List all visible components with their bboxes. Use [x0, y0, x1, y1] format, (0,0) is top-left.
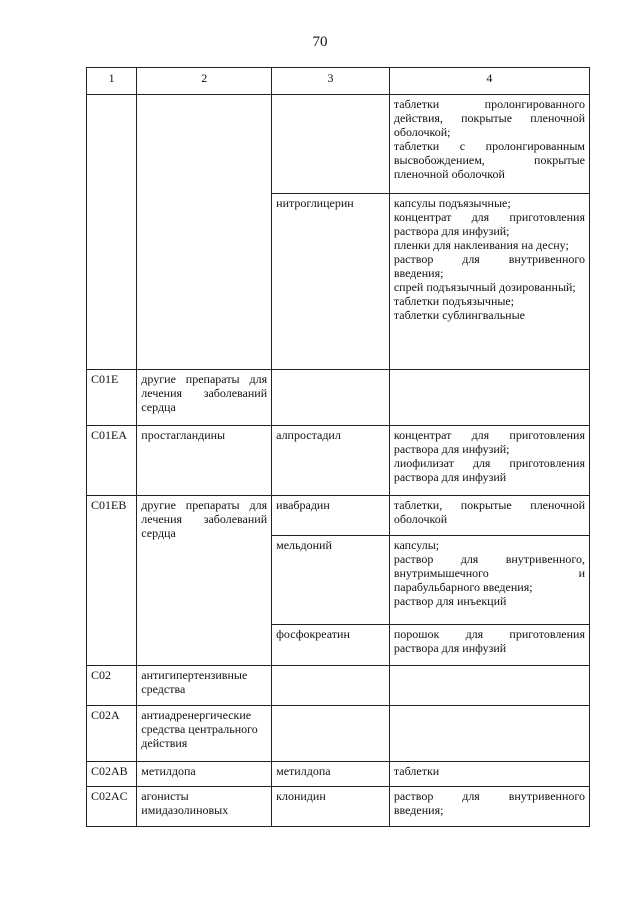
drug-table: [86, 67, 590, 827]
table-row: [87, 95, 590, 194]
code-cell: C01EA: [87, 426, 137, 496]
dosage-form: раствор для внутривенного, внутримышечного и парабульбарного введения;: [393, 552, 585, 594]
dosage-form-cell: [389, 370, 589, 426]
name-cell: метилдопа: [272, 762, 390, 787]
dosage-form-cell: [389, 666, 589, 706]
group-text: другие препараты для лечения заболеваний сердца: [141, 372, 268, 414]
name-cell: [272, 666, 390, 706]
dosage-form: концентрат для приготовления раствора для инфузий;: [393, 428, 585, 456]
name-cell: клонидин: [272, 787, 390, 827]
name-cell: ивабрадин: [272, 496, 390, 536]
group-cell: агонисты имидазолиновых: [137, 787, 272, 827]
dosage-form: раствор для инъекций: [393, 594, 507, 608]
dosage-form: таблетки с пролонгированным высвобождением, покрытые пленочной оболочкой: [393, 139, 585, 181]
dosage-form: спрей подъязычный дозированный;: [393, 280, 576, 294]
dosage-form: капсулы подъязычные;: [393, 196, 511, 210]
dosage-form: лиофилизат для приготовления раствора для инфузий: [393, 456, 585, 484]
header-row: [87, 68, 590, 95]
group-cell: [137, 496, 272, 666]
code-cell: C02AB: [87, 762, 137, 787]
dosage-form: раствор для внутривенного введения;: [393, 789, 585, 817]
header-cell-2: 2: [137, 68, 272, 95]
group-cell: антигипертензивные средства: [137, 666, 272, 706]
code-cell: C02AC: [87, 787, 137, 827]
dosage-form-cell: [389, 496, 589, 536]
dosage-form-cell: [389, 95, 589, 194]
dosage-form: капсулы;: [393, 538, 440, 552]
code-cell: C02A: [87, 706, 137, 762]
dosage-form-cell: [389, 536, 589, 625]
dosage-form: концентрат для приготовления раствора для инфузий;: [393, 210, 585, 238]
dosage-form-cell: [389, 787, 589, 827]
table-row: [87, 496, 590, 536]
name-cell: мельдоний: [272, 536, 390, 625]
code-cell: C02: [87, 666, 137, 706]
page-number: 70: [312, 34, 328, 50]
group-cell: антиадренергические средства центрального действия: [137, 706, 272, 762]
table-row: [87, 426, 590, 496]
dosage-form-cell: [389, 625, 589, 666]
dosage-form-cell: [389, 426, 589, 496]
header-cell-1: 1: [87, 68, 137, 95]
group-text: другие препараты для лечения заболеваний сердца: [141, 498, 268, 540]
table-row: [87, 762, 590, 787]
dosage-form: раствор для внутривенного введения;: [393, 252, 585, 280]
group-cell: метилдопа: [137, 762, 272, 787]
dosage-form: таблетки подъязычные;: [393, 294, 515, 308]
dosage-form-cell: [389, 194, 589, 370]
name-cell: [272, 370, 390, 426]
table-row: [87, 370, 590, 426]
group-cell: простагландины: [137, 426, 272, 496]
name-cell: нитроглицерин: [272, 194, 390, 370]
dosage-form: таблетки пролонгированного действия, покрытые пленочной оболочкой;: [393, 97, 585, 139]
dosage-form-cell: [389, 762, 589, 787]
name-cell: [272, 95, 390, 194]
name-cell: [272, 706, 390, 762]
code-cell: C01EB: [87, 496, 137, 666]
group-cell: [137, 95, 272, 370]
header-cell-3: 3: [272, 68, 390, 95]
dosage-form: таблетки: [393, 764, 440, 778]
code-cell: [87, 95, 137, 370]
dosage-form-cell: [389, 706, 589, 762]
table-row: [87, 706, 590, 762]
name-cell: фосфокреатин: [272, 625, 390, 666]
header-cell-4: 4: [389, 68, 589, 95]
dosage-form: порошок для приготовления раствора для инфузий: [393, 627, 585, 655]
dosage-form: таблетки сублингвальные: [393, 308, 525, 322]
table-row: [87, 787, 590, 827]
name-cell: алпростадил: [272, 426, 390, 496]
group-cell: [137, 370, 272, 426]
dosage-form: пленки для наклеивания на десну;: [393, 238, 569, 252]
table-row: [87, 666, 590, 706]
code-cell: C01E: [87, 370, 137, 426]
dosage-form: таблетки, покрытые пленочной оболочкой: [393, 498, 585, 526]
